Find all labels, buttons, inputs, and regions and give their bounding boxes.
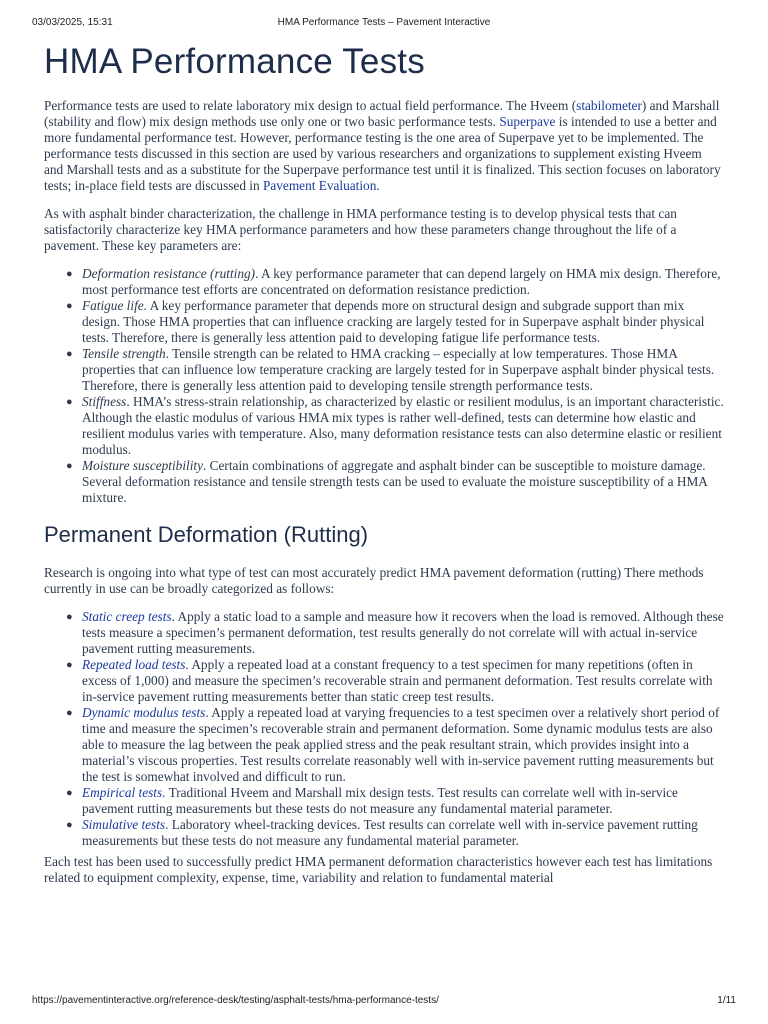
parameter-text: . Certain combinations of aggregate and asphalt binder can be susceptible to moisture damage. Several deformation resistance and tensile strength tests can be used to evaluate the moisture susceptibility of a HMA mixture. [82, 458, 708, 505]
bullet-icon: ● [66, 611, 73, 623]
parameter-text: . Tensile strength can be related to HMA cracking – especially at low temperatures. Those HMA properties that can influence low temperature cracking are largely tested for in Superpave asphalt binder physical tests. Therefore, there is generally less attention paid to developing tensile strength performance tests. [82, 346, 715, 393]
test-type-text: . Traditional Hveem and Marshall mix design tests. Test results can correlate well with in-service pavement rutting measurements but these tests do not measure any fundamental material parameter. [82, 785, 678, 816]
bullet-icon: ● [66, 348, 73, 360]
pavement-evaluation-link[interactable]: Pavement Evaluation [262, 178, 377, 193]
parameter-term: Fatigue life [82, 298, 144, 313]
parameter-term: Moisture susceptibility [82, 458, 204, 473]
rutting-intro-paragraph: Research is ongoing into what type of test can most accurately predict HMA pavement deformation (rutting) There methods currently in use can be broadly categorized as follows: [44, 565, 704, 596]
test-type-text: . Apply a static load to a sample and measure how it recovers when the load is removed. Although these tests measure a specimen’s permanent deformation, test results generally do not correlate will with actual in-service pavement rutting measurements. [82, 609, 724, 656]
list-item [66, 609, 724, 657]
test-type-text: . Apply a repeated load at varying frequencies to a test specimen over a relatively short period of time and measure the specimen’s recoverable strain and permanent deformation. Some dynamic modulus tests are also able to measure the lag between the peak applied stress and the peak resultant strain, which provides insight into a material’s viscous properties. Test results correlate reasonably well with in-service pavement rutting measurements but the test is somewhat involved and difficult to run. [82, 705, 720, 784]
intro-text-4: . [376, 178, 380, 193]
bullet-icon: ● [66, 787, 73, 799]
parameter-text: . HMA’s stress-strain relationship, as characterized by elastic or resilient modulus, is an important characteristic. Although the elastic modulus of various HMA mix types is rather well-defined, tests can determine how elastic and resilient modulus varies with temperature. Also, many deformation resistance tests can also determine elastic or resilient modulus. [82, 394, 724, 457]
test-types-list [44, 609, 724, 849]
bullet-icon: ● [66, 268, 73, 280]
parameter-text: . A key performance parameter that can depend largely on HMA mix design. Therefore, most performance test efforts are concentrated on deformation resistance prediction. [82, 266, 721, 297]
list-item [66, 346, 724, 394]
bullet-icon: ● [66, 707, 73, 719]
intro-text-3: is intended to use a better and more fundamental performance test. However, performance testing is the one area of Superpave yet to be implemented. The performance tests discussed in this section are used by various researchers and organizations to supplement existing Hveem and Marshall tests and as a substitute for the Superpave performance test until it is finalized. This section focuses on laboratory tests; in-place field tests are discussed in [44, 114, 721, 193]
article-content [44, 38, 724, 898]
print-datetime: 03/03/2025, 15:31 [32, 17, 113, 28]
list-item [66, 298, 724, 346]
bullet-icon: ● [66, 460, 73, 472]
intro-paragraph [44, 98, 724, 194]
test-type-text: . Laboratory wheel-tracking devices. Test results can correlate well with in-service pavement rutting measurements but these tests do not measure any fundamental material parameter. [82, 817, 698, 848]
test-type-text: . Apply a repeated load at a constant frequency to a test specimen for many repetitions (often in excess of 1,000) and measure the specimen’s recoverable strain and permanent deformation. Test results correlate with in-service pavement rutting measurements better than static creep test results. [82, 657, 713, 704]
parameters-intro-paragraph: As with asphalt binder characterization, the challenge in HMA performance testing is to develop physical tests that can satisfactorily characterize key HMA performance parameters and how these parameters change throughout the life of a pavement. These key parameters are: [44, 206, 677, 253]
intro-text-1: Performance tests are used to relate laboratory mix design to actual field performance. The Hveem ( [44, 98, 577, 113]
bullet-icon: ● [66, 819, 73, 831]
list-item [66, 266, 724, 298]
bullet-icon: ● [66, 659, 73, 671]
superpave-link[interactable]: Superpave [499, 114, 556, 129]
parameter-term: Tensile strength [82, 346, 166, 361]
list-item [66, 705, 724, 785]
list-item [66, 657, 724, 705]
list-item [66, 394, 724, 458]
parameter-term: Deformation resistance (rutting) [82, 266, 256, 281]
bullet-icon: ● [66, 300, 73, 312]
list-item [66, 458, 724, 506]
print-title: HMA Performance Tests – Pavement Interactive [277, 17, 491, 28]
print-url: https://pavementinteractive.org/reference-desk/testing/asphalt-tests/hma-performance-tests/ [32, 995, 439, 1006]
static-creep-tests-link[interactable]: Static creep tests [82, 609, 172, 624]
parameter-term: Stiffness [82, 394, 127, 409]
simulative-tests-link[interactable]: Simulative tests [82, 817, 166, 832]
parameter-text: . A key performance parameter that depends more on structural design and subgrade support than mix design. Those HMA properties that can influence cracking are largely tested for in Superpave asphalt binder physical tests. Therefore, there is generally less attention paid to developing fatigue life performance tests. [82, 298, 705, 345]
intro-text-2: ) and Marshall (stability and flow) mix design methods use only one or two basic performance tests. [44, 98, 720, 129]
page-number: 1/11 [717, 995, 736, 1006]
page-title: HMA Performance Tests [44, 42, 425, 81]
closing-paragraph: Each test has been used to successfully predict HMA permanent deformation characteristics however each test has limitations related to equipment complexity, expense, time, variability and relation to fundamental material [44, 854, 713, 885]
section-heading: Permanent Deformation (Rutting) [44, 522, 369, 547]
list-item [66, 785, 724, 817]
empirical-tests-link[interactable]: Empirical tests [82, 785, 163, 800]
list-item [66, 817, 724, 849]
repeated-load-tests-link[interactable]: Repeated load tests [82, 657, 186, 672]
dynamic-modulus-tests-link[interactable]: Dynamic modulus tests [82, 705, 206, 720]
stabilometer-link[interactable]: stabilometer [576, 98, 642, 113]
bullet-icon: ● [66, 396, 73, 408]
parameters-list [44, 266, 724, 506]
